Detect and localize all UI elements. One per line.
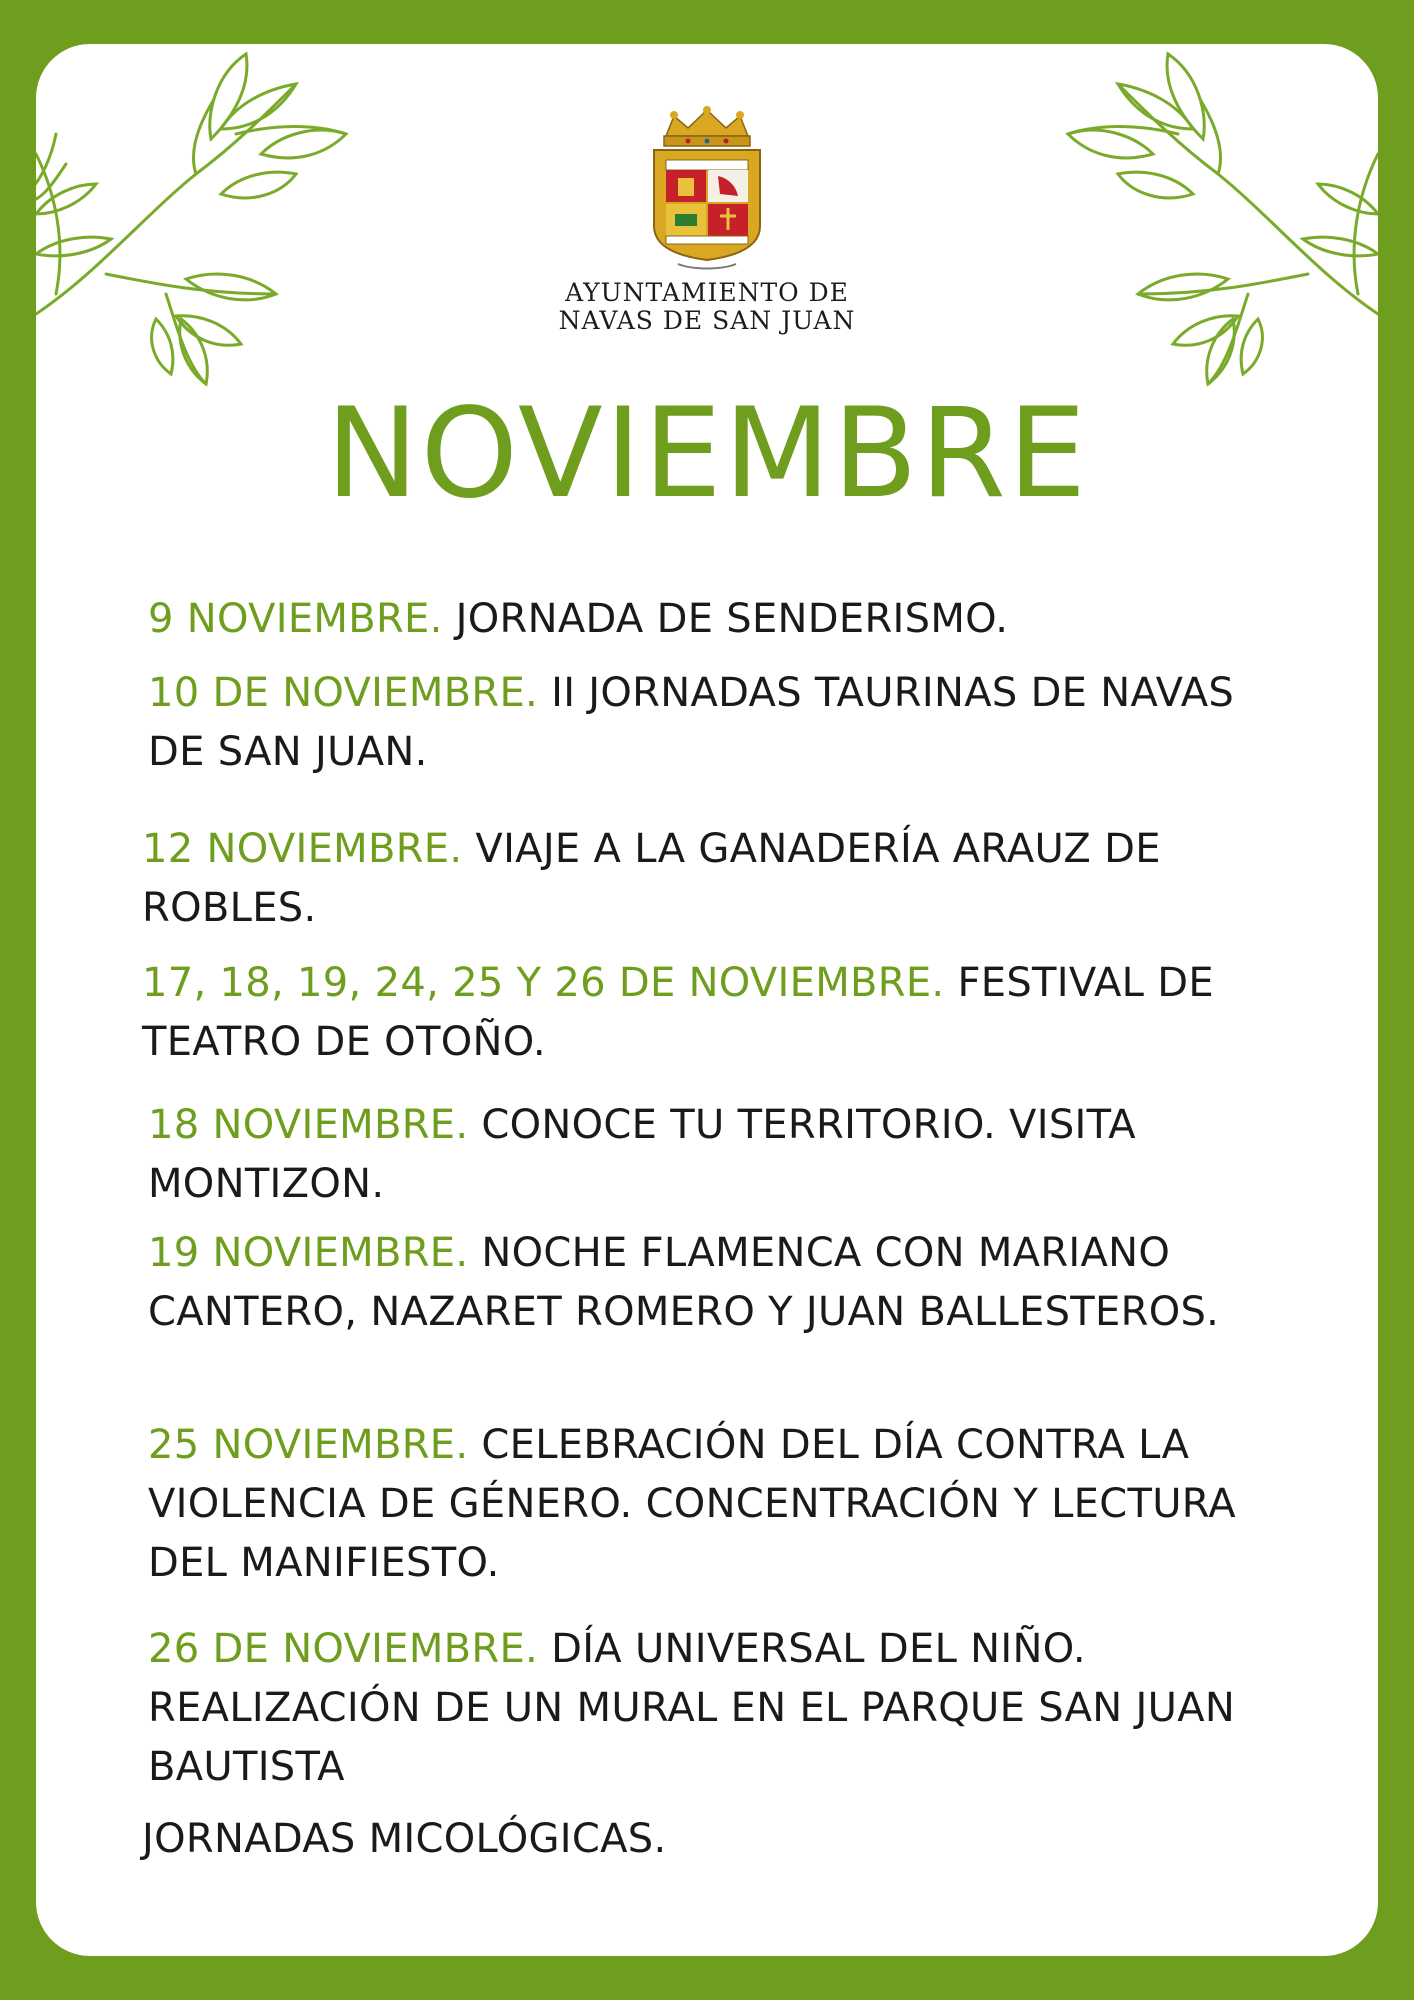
event-item xyxy=(142,820,1282,938)
event-item xyxy=(148,1096,1288,1214)
event-text: FESTIVAL DE TEATRO DE OTOÑO. xyxy=(142,960,1214,1065)
event-item xyxy=(148,1224,1288,1342)
event-date: 19 NOVIEMBRE. xyxy=(148,1230,469,1276)
event-text: VIAJE A LA GANADERÍA ARAUZ DE ROBLES. xyxy=(142,826,1161,931)
page-title: NOVIEMBRE xyxy=(325,382,1089,526)
event-item xyxy=(148,1416,1288,1593)
event-date: 10 DE NOVIEMBRE. xyxy=(148,670,539,716)
poster-card xyxy=(36,44,1378,1956)
event-text: CELEBRACIÓN DEL DÍA CONTRA LA VIOLENCIA DE GÉNERO. CONCENTRACIÓN Y LECTURA DEL MANIFIESTO. xyxy=(148,1422,1236,1586)
event-date: 9 NOVIEMBRE. xyxy=(148,596,443,642)
event-text: II JORNADAS TAURINAS DE NAVAS DE SAN JUAN. xyxy=(148,670,1235,775)
event-item xyxy=(148,1620,1288,1797)
event-date: 26 DE NOVIEMBRE. xyxy=(148,1626,539,1672)
leaf-branch-right-icon xyxy=(1048,44,1378,404)
event-date: 25 NOVIEMBRE. xyxy=(148,1422,469,1468)
event-date: 12 NOVIEMBRE. xyxy=(142,826,463,872)
leaf-branch-left-icon xyxy=(36,44,366,404)
event-item xyxy=(148,590,1288,649)
event-date: 18 NOVIEMBRE. xyxy=(148,1102,469,1148)
municipal-coat-of-arms-icon xyxy=(648,106,766,276)
org-name-line2: NAVAS DE SAN JUAN xyxy=(558,306,856,335)
event-text: JORNADA DE SENDERISMO. xyxy=(455,596,1009,642)
event-text: DÍA UNIVERSAL DEL NIÑO. REALIZACIÓN DE UN MURAL EN EL PARQUE SAN JUAN BAUTISTA xyxy=(148,1626,1236,1790)
event-item xyxy=(148,664,1288,782)
event-text: CONOCE TU TERRITORIO. VISITA MONTIZON. xyxy=(148,1102,1136,1207)
event-item xyxy=(142,954,1282,1072)
org-name-line1: AYUNTAMIENTO DE xyxy=(565,278,849,307)
event-item xyxy=(142,1810,1282,1869)
event-text: NOCHE FLAMENCA CON MARIANO CANTERO, NAZARET ROMERO Y JUAN BALLESTEROS. xyxy=(148,1230,1220,1335)
event-date: 17, 18, 19, 24, 25 Y 26 DE NOVIEMBRE. xyxy=(142,960,945,1006)
event-text: JORNADAS MICOLÓGICAS. xyxy=(142,1816,667,1862)
